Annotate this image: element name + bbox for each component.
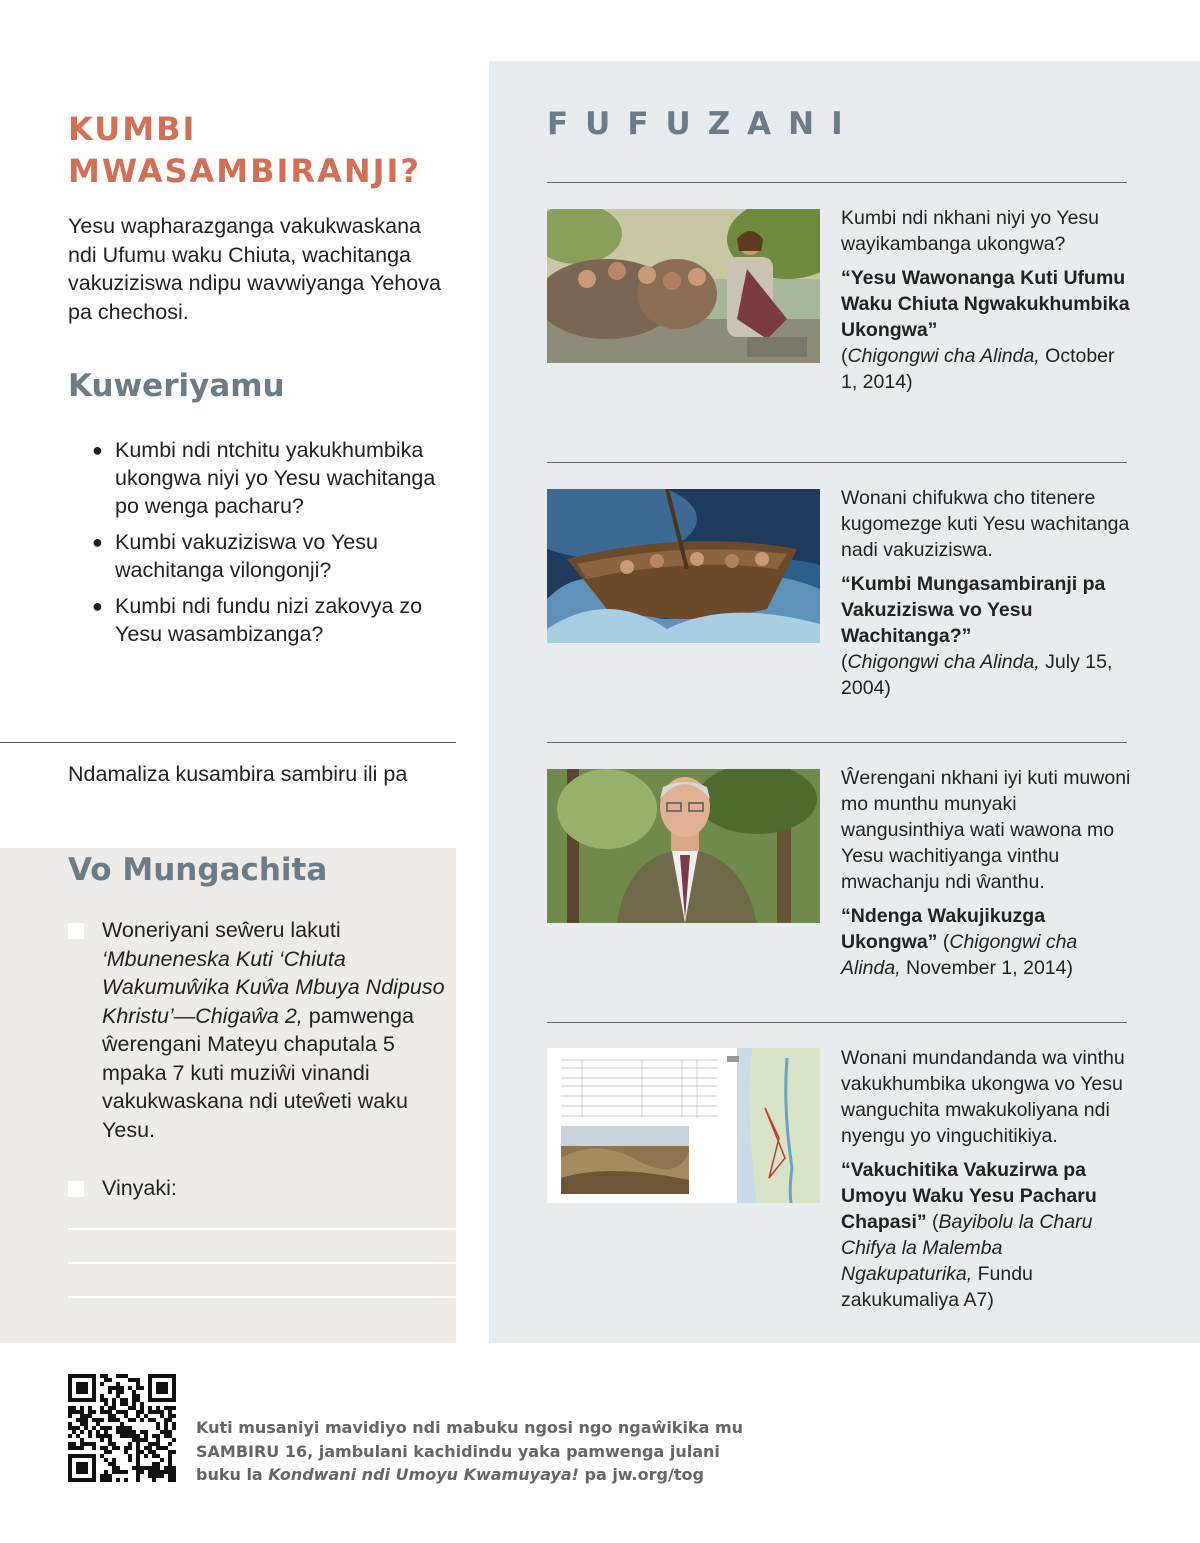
review-heading: Kuweriyamu [68,368,285,404]
summary-title: KUMBI MWASAMBIRANJI? [68,110,421,190]
footer-text: Kuti musaniyi mavidiyo ndi mabuku ngosi ngo ngaŵikika mu SAMBIRU 16, jambulani kachidindu yaka pamwenga julani buku la Kondwani ndi Umoyu Kwamuyaya! pa jw.org/tog [196,1418,743,1484]
review-question: ● Kumbi ndi fundu nizi zakovya zo Yesu wasambizanga? [92,594,423,646]
goal-item [68,916,448,1144]
review-question: ● Kumbi ndi ntchitu yakukhumbika ukongwa niyi yo Yesu wachitanga po wenga pacharu? [92,438,436,518]
article-title[interactable]: “Kumbi Mungasambiranji pa Vakuziziswa vo Yesu Wachitanga?” [841,573,1106,647]
panel-title: FUFUZANI [547,106,860,142]
writing-line[interactable] [68,1296,456,1298]
man-portrait-forest-image [547,769,820,923]
summary-text: Yesu wapharazganga vakukwaskana ndi Ufumu waku Chiuta, wachitanga vakuziziswa ndipu wavwiyanga Yehova pa chechosi. [68,214,441,324]
article-3 [841,765,1131,981]
article-2 [841,485,1131,701]
divider [547,1022,1127,1023]
article-title-with-source [841,1157,1131,1313]
article-source: (Chigongwi cha Alinda, October 1, 2014) [841,345,1115,393]
writing-line[interactable] [68,1262,456,1264]
completed-text: Ndamaliza kusambira sambiru ili pa [68,762,408,786]
divider [547,182,1127,183]
article-title[interactable]: “Vakuchitika Vakuzirwa pa Umoyu Waku Yesu Pacharu Chapasi” [841,1159,1097,1233]
disciples-boat-storm-image [547,489,820,643]
article-source: (Chigongwi cha Alinda, November 1, 2014) [841,931,1078,979]
article-source: (Bayibolu la Charu Chifya la Malemba Ngakupaturika, Fundu zakukumaliya A7) [841,1211,1093,1311]
bullet-icon: ● [92,596,103,616]
goals-heading: Vo Mungachita [68,852,328,888]
bullet-icon: ● [92,440,103,460]
divider [547,462,1127,463]
goal-text: Vinyaki: [102,1176,177,1200]
goal-checkbox[interactable] [68,923,84,939]
writing-line[interactable] [68,1228,456,1230]
divider [547,742,1127,743]
article-description: Ŵerengani nkhani iyi kuti muwoni mo munthu munyaki wangusinthiya wati wawona mo Yesu wachitiyanga vinthu mwachanju ndi ŵanthu. [841,767,1131,893]
article-description: Kumbi ndi nkhani niyi yo Yesu wayikambanga ukongwa? [841,207,1100,255]
review-question: ● Kumbi vakuziziswa vo Yesu wachitanga vilongonji? [92,530,378,582]
article-description: Wonani mundandanda wa vinthu vakukhumbika ukongwa vo Yesu wanguchita mwakukoliyana ndi nyengu yo vinguchitikiya. [841,1047,1125,1147]
goal-text: Woneriyani seŵeru lakuti ‘Mbuneneska Kuti ‘Chiuta Wakumuŵika Kuŵa Mbuya Ndipuso Khristu’—Chigaŵa 2, pamwenga ŵerengani Mateyu chaputala 5 mpaka 7 kuti muziŵi vinandi vakukwaskana ndi uteŵeti waku Yesu. [102,918,445,1142]
article-source: (Chigongwi cha Alinda, July 15, 2004) [841,651,1113,699]
goal-checkbox[interactable] [68,1181,84,1197]
bullet-icon: ● [92,532,103,552]
jesus-teaching-crowd-image [547,209,820,363]
divider [0,742,456,743]
article-description: Wonani chifukwa cho titenere kugomezge kuti Yesu wachitanga nadi vakuziziswa. [841,487,1130,561]
goal-item [68,1174,448,1203]
map-and-chart-image [547,1048,820,1203]
article-title-with-source [841,903,1131,981]
review-question-list [92,436,464,656]
article-1 [841,205,1131,395]
article-4 [841,1045,1131,1313]
qr-code[interactable] [68,1374,176,1482]
article-title[interactable]: “Yesu Wawonanga Kuti Ufumu Waku Chiuta Ngwakukhumbika Ukongwa” [841,267,1130,341]
article-title[interactable]: “Ndenga Wakujikuzga Ukongwa” [841,905,1046,953]
